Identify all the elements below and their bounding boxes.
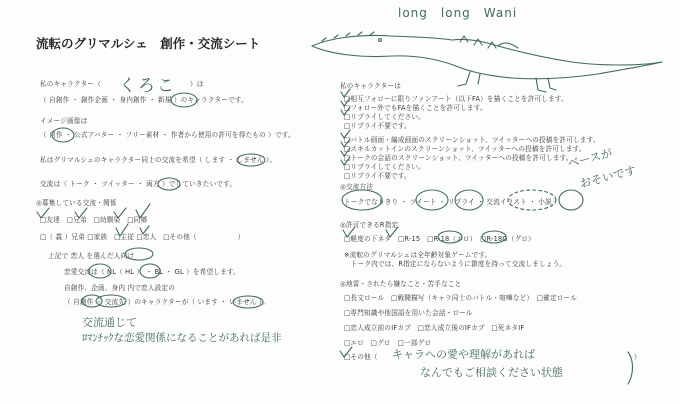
- r-rating-heading: ◎許可できるR指定: [340, 221, 399, 229]
- permission-item: □リプライ不要です。: [344, 172, 411, 180]
- permission-item: □トークの会話のスクリーンショット、ツイッターへの投稿を許可します。: [344, 154, 573, 162]
- permission-item: □フォロー外でもFAを描くことを許可します。: [344, 104, 487, 112]
- dislike-other-label: □その他（: [344, 353, 378, 361]
- permission-item: □リプライ不要です。: [344, 122, 411, 130]
- character-source-line: （ 自創作 ・ 創作企画 ・ 身内創作 ・ 新規 ）のキャラクターです。: [40, 96, 248, 104]
- method-options: トークでなりきり ・ ツイート ・ リプライ ・ 交流イラスト ・ 小説: [344, 198, 552, 206]
- handwritten-other-note2: なんでもご相談ください状態: [420, 366, 563, 379]
- image-heading: イメージ画像は: [40, 117, 88, 125]
- permission-heading: 私のキャラクターは: [340, 82, 402, 90]
- my-character-prefix: 私のキャラクター（: [40, 80, 102, 88]
- doodle-caption: long long Wani: [398, 6, 518, 20]
- exchange-wish-line: 私はグリマルシェのキャラクター同士の交流を希望（ します ・ しません ）。: [40, 156, 277, 164]
- r-rating-note: ※流転のグリマルシェは全年齢対象ゲームです。: [344, 251, 492, 259]
- handwritten-other-note1: キャラへの愛や理解があれば: [392, 348, 535, 361]
- dislike-item: □専門知識や他国語を用いた会話・ロール: [344, 309, 473, 317]
- handwritten-note-line2: ﾛﾏﾝﾁｯｸな恋愛関係になることがあれば是非: [82, 332, 282, 344]
- method-heading: ◎交流方法: [340, 183, 374, 191]
- character-name-handwritten: くろこ: [119, 76, 176, 96]
- love-rule-line: 自創作、企画、身内 内で恋人設定の: [64, 284, 175, 292]
- relation-options-row2: □（ 義 ）兄弟 □家族 □主従 □恋人 □その他（ ）: [40, 233, 245, 241]
- r-rating-note: トーク内では、R指定にならないように節度を持って交流しましょう。: [344, 260, 567, 268]
- love-target-note: 上記で 恋人 を選んだ人向け: [48, 252, 135, 260]
- love-type-line: 恋愛交流は（ NL（ HL ） ・ BL ・ GL ）を希望します。: [64, 268, 240, 276]
- permission-item: □リプライしてください。: [344, 163, 425, 171]
- my-character-suffix: ）は: [190, 80, 204, 88]
- relation-options-row1: □友達 □兄弟 □幼馴染 □同郷: [40, 216, 148, 224]
- sheet-title: 流転のグリマルシェ 創作・交流シート: [36, 36, 261, 51]
- exchange-method-line: 交流は（ トーク ・ ツイッター ・ 両方 ）でしていきたいです。: [40, 180, 237, 188]
- permission-item: □相互フォローに限りファンアート（以下FA）を描くことを許可します。: [344, 95, 568, 103]
- crocodile-doodle-icon: [312, 32, 662, 92]
- handwritten-base-note1: ベースが: [566, 145, 614, 171]
- dislike-item: □エロ □グロ □一部グロ: [344, 339, 432, 347]
- permission-item: □リプライしてください。: [344, 113, 425, 121]
- image-source-line: （ 自作 ・ 公式アバター ・ フリー素材 ・ 作者から使用の許可を得たもの ）です。: [40, 131, 295, 139]
- handwritten-note-line1: 交流通じて: [82, 316, 137, 329]
- permission-item: □バトル画面・編成画面のスクリーンショット、ツイッターへの投稿を許可します。: [344, 136, 600, 144]
- handwritten-circles: [37, 89, 633, 384]
- r-rating-options: □軽度の下ネタ □R-15 □R-18（エロ） □R-18G（グロ）: [344, 235, 535, 243]
- love-rule-line-2: （ 自創作 ・ 交流先 ）のキャラクターが（ います ・ いません ）。: [64, 298, 270, 306]
- dislike-item: □長文ロール □戦闘描写（キャラ同士のバトル・喧嘩など） □確定ロール: [344, 294, 577, 302]
- relation-heading: ◎募集している交流・関係: [36, 199, 117, 207]
- dislike-item: □恋人成立前のIFカプ □恋人成立後のIFカプ □死ネタIF: [344, 324, 525, 332]
- dislike-other-close: ）: [634, 353, 641, 361]
- dislike-heading: ◎地雷・されたら嫌なこと・苦手なこと: [340, 280, 462, 288]
- permission-item: □スキルカットインのスクリーンショット、ツイッターへの投稿を許可します。: [344, 145, 586, 153]
- handwritten-base-note2: おそいです: [578, 163, 638, 191]
